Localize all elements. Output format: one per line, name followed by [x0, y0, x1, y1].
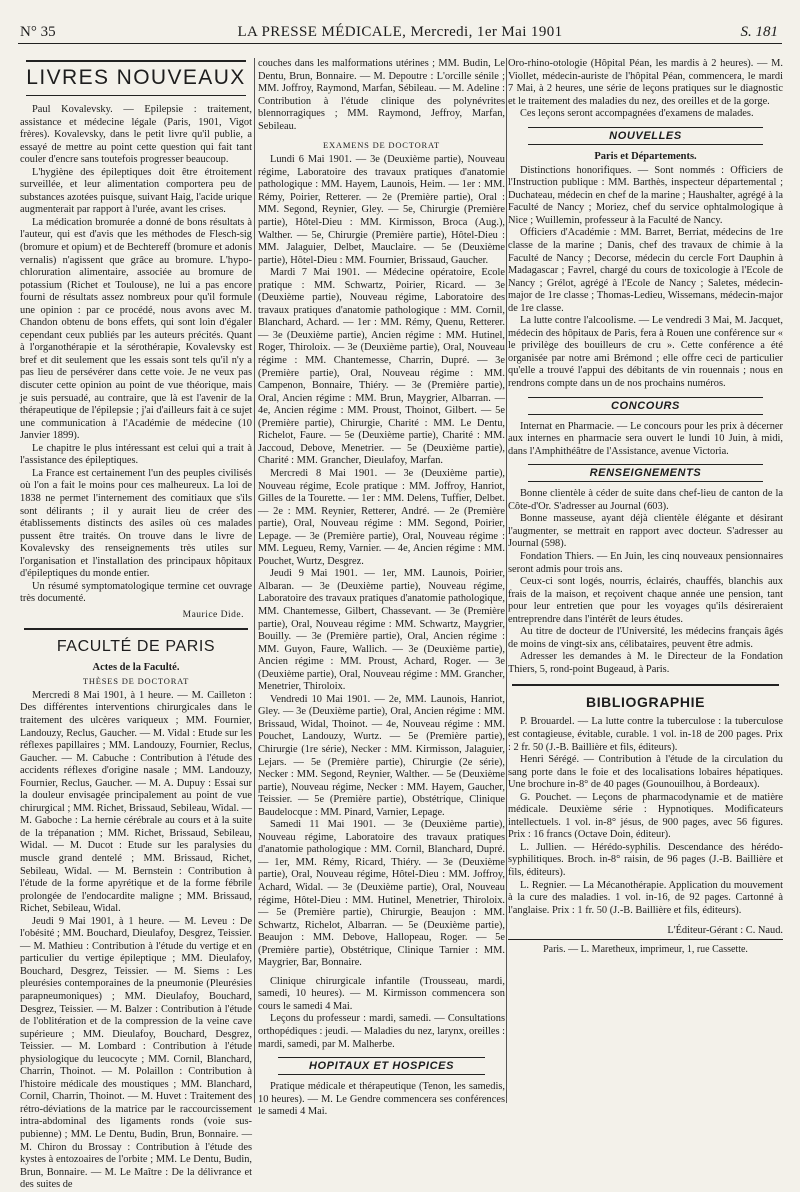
running-header: [18, 22, 782, 44]
theses-continued: couches dans les malformations utérines ; MM. Budin, Le Dentu, Brun, Bonnaire. — M. Depoutre : L'orcille sénile ; MM. Joffroy, Raymond, Marfan, Sébileau. — M. Adeline : Contribution à l'étude clinique des polynévrites blennorragiques ; MM. Raymond, Jeffroy, Marfan, Sebileau.: [258, 58, 505, 132]
news-paragraph: La lutte contre l'alcoolisme. — Le vendredi 3 Mai, M. Jacquet, médecin des hôpitaux de Paris, fera à Rouen une conférence sur « le privilège des bouilleurs de cru ». Cette conférence a été organisée par notre ami Brémond ; elle offre ceci de particulier qu'elle a trouvé l'appui des débitants de vin rouennais ; nous en rendrons compte dans un de nos prochains numéros.: [508, 315, 783, 390]
column-divider: [506, 58, 507, 1103]
editor-line: L'Éditeur-Gérant : C. Naud.: [508, 925, 783, 940]
bibliographie-title: BIBLIOGRAPHIE: [512, 684, 779, 710]
info-paragraph: Bonne masseuse, ayant déjà clientèle élégante et désirant l'augmenter, se mettrait en rapport avec docteur. S'adresser au Journal (598).: [508, 513, 783, 550]
faculte-title: FACULTÉ DE PARIS: [24, 628, 248, 656]
bibliography-entry: L. Regnier. — La Mécanothérapie. Application du mouvement à la cure des maladies. 1 vol. in-16, de 92 pages. Cartonné à l'anglaise. Prix : 1 fr. 50 (J.-B. Baillière et fils, éditeurs).: [508, 879, 783, 916]
review-signature: Maurice Dide.: [182, 609, 244, 620]
pratique-paragraph: Pratique médicale et thérapeutique (Tenon, les samedis, 10 heures). — M. Le Gendre commencera ses conférences le samedi 4 Mai.: [258, 1081, 505, 1118]
info-paragraph: Bonne clientèle à céder de suite dans chef-lieu de canton de la Côte-d'Or. S'adresser au Journal (603).: [508, 488, 783, 512]
paris-departements-heading: Paris et Départements.: [594, 150, 697, 162]
theses-heading: THÈSES DE DOCTORAT: [82, 675, 190, 686]
concours-title: CONCOURS: [528, 397, 763, 415]
news-paragraph: Distinctions honorifiques. — Sont nommés : Officiers de l'Instruction publique : MM. Barthès, inspecteur départemental ; Duchateau, médecin en chef de la marine ; Haushalter, agrégé à la Faculté de Nancy ; Moriez, chef du service ophtalmologique à Nice ; Wuillemin, professeur à la Faculté de Nancy.: [508, 164, 783, 226]
concours-paragraph: Internat en Pharmacie. — Le concours pour les prix à décerner aux internes en pharmacie sera ouvert le lundi 10 Juin, à midi, dans l'Amphithéâtre de l'Assistance, avenue Victoria.: [508, 420, 783, 457]
review-paragraph: La France est certainement l'un des peuples civilisés où l'on a fait le moins pour ces malheureux. La loi de 1838 ne permet l'internement des comitiaux que s'ils sont délirants ; il y aurait lieu de créer des établissements distincts des asiles où ces malades pussent être traités. On trouve dans le livre de Kovalevsky des renseignements très utiles sur l'organisation et l'installation des principaux hôpitaux d'épileptiques du monde entier.: [20, 467, 252, 580]
renseignements-title: RENSEIGNEMENTS: [528, 464, 763, 482]
oro-paragraph: Ces leçons seront accompagnées d'examens de malades.: [520, 108, 754, 120]
review-paragraph: Un résumé symptomatologique termine cet ouvrage très documenté.: [20, 580, 252, 605]
exam-day-paragraph: Lundi 6 Mai 1901. — 3e (Deuxième partie), Nouveau régime, Laboratoire des travaux pratiques d'anatomie pathologique : MM. Hayem, Launois, Heim. — 1er : MM. Rémy, Poirier, Retterer. — 2e (Première partie), Oral : MM. Segond, Reynier, Gley. — 5e, Chirurgie (Première partie), Hôtel-Dieu : MM. Kirmisson, Broca (Aug.), Walther. — 5e, Chirurgie (Première partie), Hôtel-Dieu : MM. Jalaguier, Delbet, Mauclaire. — 5e (Deuxième partie), Hôtel-Dieu : MM. Fournier, Brissaud, Gaucher.: [258, 154, 505, 266]
exam-day-paragraph: Mercredi 8 Mai 1901. — 3e (Deuxième partie), Nouveau régime, Ecole pratique : MM. Joffroy, Hanriot, Gilles de la Tourette. — 1er : MM. Delens, Tuffier, Delbet. — 2e : MM. Reynier, Retterer, André. — 2e (Première partie), Oral, Nouveau régime : MM. Segond, Poirier, Lepage. — 3e (Première partie), Oral, Nouveau régime : MM. Legueu, Remy, Varnier. — 4e, Ancien régime : MM. Pouchet, Wurtz, Desgrez.: [258, 467, 505, 567]
column-divider: [254, 58, 255, 1103]
review-paragraph: Le chapitre le plus intéressant est celui qui a trait à l'assistance des épileptiques.: [20, 442, 252, 467]
column-left: [20, 58, 252, 1191]
exam-day-paragraph: Mardi 7 Mai 1901. — Médecine opératoire, Ecole pratique : MM. Schwartz, Poirier, Ricard. — 3e (Deuxième partie), Nouveau régime, Laboratoire des travaux pratiques d'anatomie pathologique : MM. Cornil, Blanchard, Achard. — 1er : MM. Rémy, Quenu, Retterer. — 3e (Deuxième partie), Ancien régime : MM. Hutinel, Roger, Thiroloix. — 3e (Deuxième partie), Oral, Nouveau régime : MM. Chantemesse, Charrin, Dupré. — 3e (Première partie), Oral, Nouveau régime : MM. Campenon, Bonnaire, Thiéry. — 3e (Première partie), Oral, Ancien régime : MM. Brun, Maygrier, Albarran. — 4e, Ancien régime : MM. Proust, Thoinot, Gilbert. — 5e (Première partie), Chirurgie, Charité : MM. Le Dentu, Richelot, Faure. — 5e (Deuxième partie), Charité : MM. Jaccoud, Debove, Menetrier. — 5e (Deuxième partie), Charité : MM. Grancher, Dieulafoy, Marfan.: [258, 267, 505, 467]
actes-heading: Actes de la Faculté.: [92, 661, 180, 673]
info-paragraph: Au titre de docteur de l'Université, les médecins français âgés de moins de vingt-six ans, célibataires, peuvent être admis.: [508, 626, 783, 650]
theses-paragraph: Mercredi 8 Mai 1901, à 1 heure. — M. Cailleton : Des différentes interventions chirurgicales dans le traitement des ulcères variqueux ; MM. Fournier, Landouzy, Reclus, Gaucher. — M. Vidal : Etude sur les réflexes papillaires ; MM. Landouzy, Fournier, Reclus, Gaucher. — M. Cabuche : Contribution à l'étude des accidents réflexes d'origine nasale ; MM. Landouzy, Fournier, Reclus, Gaucher. — M. A. Dupuy : Essai sur la douleur envisagée principalement au point de vue chirurgical ; MM. Richet, Brissaud, Sebileau, Widal. — M. Gaboche : La hernie cérébrale au cours et à la suite de la trépanation ; MM. Richet, Brissaud, Sebileau, Widal. — M. Ducot : Etude sur les paralysies du muscle grand dentelé ; MM. Brissaud, Richet, Sebileau, Widal. — M. Bernstein : Contribution à l'étude de la forme apyrétique et de la forme fébrile prolongée de l'endocardite maligne ; MM. Brissaud, Richet, Sebileau, Widal.: [20, 689, 252, 915]
review-paragraph: L'hygiène des épileptiques doit être étroitement surveillée, et leur alimentation comportera peu de substances azotées puisque, suivant Haig, l'acide urique augmenterait par rapport à l'urée, avant les crises.: [20, 166, 252, 216]
column-right: [508, 58, 783, 1103]
news-paragraph: Officiers d'Académie : MM. Barret, Berriat, médecins de 1re classe de la marine ; Danis, chef des travaux de chimie à la Faculté de Nancy ; Decorse, médecin du cercle Fort Dauphin à Madagascar ; Favrel, chargé du cours de toxicologie à l'Ecole de Nancy ; Grélot, agrégé à l'Ecole de Nancy ; Saletes, médecin-major de 1re classe ; Thomas-Ledieu, Wissemans, médecin-major de 1re classe.: [508, 227, 783, 314]
column-middle: [258, 58, 506, 1118]
journal-title: LA PRESSE MÉDICALE, Mercredi, 1er Mai 1901: [237, 24, 563, 40]
bibliography-entry: L. Jullien. — Hérédo-syphilis. Descendance des hérédo-syphilitiques. Broch. in-8° raisin, de 96 pages (J.-B. Baillière et fils, éditeurs).: [508, 841, 783, 878]
nouvelles-title: NOUVELLES: [528, 127, 763, 145]
examens-heading: EXAMENS DE DOCTORAT: [322, 140, 441, 151]
bibliography-entry: G. Pouchet. — Leçons de pharmacodynamie et de matière médicale. Deuxième série : Hypnotiques. Modificateurs intellectuels. 1 vol. in-8° jésus, de 900 pages, avec 56 figures. Prix : 16 francs (Octave Doin, éditeur).: [508, 791, 783, 841]
review-paragraph: Paul Kovalevsky. — Epilepsie : traitement, assistance et médecine légale (Paris, 1901, Vigot frères). Kovalevsky, dans le petit livre qu'il publie, a essayé de mettre au point cette question qui fait tant couler d'encre sans toutefois progresser beaucoup.: [20, 104, 252, 166]
clinique-paragraph: Clinique chirurgicale infantile (Trousseau, mardi, samedi, 10 heures). — M. Kirmisson commencera son cours le samedi 4 Mai.: [258, 975, 505, 1012]
review-paragraph: La médication bromurée a donné de bons résultats à l'auteur, qui est d'avis que les méthodes de Flesch-sig (bromure et opium) et de Bechtereff (bromure et adonis vernalis) n'agissent que grâce au bromure. L'hypo-chloruration alimentaire, associée au bromure de potassium (Richet et Toulouse), ne lui a pas encore fourni de résultats assez nombreux pour qu'il formule une opinion : par ce procédé, nous avons avec M. Chandon obtenu de bons effets, qui sont loin d'égaler cependant ceux publiés par les auteurs précités. Quant à l'organothérapie et la sérothérapie, Kovalevsky est bref et dit seulement que les essais sont tels qu'il n'y a pas lieu de persévérer dans cette voie. Je ne veux pas discuter cette opinion au point de vue théorique, mais je suis persuadé, au contraire, que là est l'avenir de la thérapeutique de l'épilepsie ; j'ai d'ailleurs fait à ce sujet une communication à l'Académie de médecine (10 Janvier 1899).: [20, 216, 252, 442]
oro-paragraph: Oro-rhino-otologie (Hôpital Péan, les mardis à 2 heures). — M. Viollet, médecin-auriste de l'hôpital Péan, commencera, le mardi 7 Mai, à 2 heures, une série de leçons pratiques sur le diagnostic et le traitement des maladies du nez, des oreilles et de la gorge.: [508, 58, 783, 107]
theses-paragraph: Jeudi 9 Mai 1901, à 1 heure. — M. Leveu : De l'obésité ; MM. Bouchard, Dieulafoy, Desgrez, Teissier. — M. Mathieu : Contribution à l'étude du vertige et en particulier du vertige épileptique ; MM. Dieulafoy, Bouchard, Desgrez, Teissier. — M. Siems : Les pleurésies contemporaines de la pneumonie (Pleurésies parapneumoniques) ; MM. Dieulafoy, Bouchard, Desgrez, Teissier. — M. Balzer : Contribution à l'étude de l'oblitération et de la compression de la veine cave supérieure ; MM. Dieulafoy, Bouchard, Desgrez, Teissier. — M. Lombard : Contribution à l'étude physiologique du leucocyte ; MM. Cornil, Blanchard, Charrin, Thoinot. — M. Polaillon : Contribution à l'histoire médicale des moustiques ; MM. Blanchard, Cornil, Charrin, Thoinot. — M. Huvet : Traitement des rétro-déviations de la matrice par le raccourcissement intra-abdominal des ligaments ronds (voie sus-pubienne) ; MM. Le Dentu, Budin, Brun, Bonnaire. — M. Chiron du Brossay : Contribution à l'étude des kystes à entozoaires de l'orbite ; MM. Le Dentu, Budin, Brun, Bonnaire. — M. Le Maître : De la délivrance et des suites de: [20, 915, 252, 1191]
exam-day-paragraph: Samedi 11 Mai 1901. — 3e (Deuxième partie), Nouveau régime, Laboratoire des travaux pratiques d'anatomie pathologique : MM. Cornil, Blanchard, Dupré. — 1er, MM. Rémy, Ricard, Thiéry. — 3e (Deuxième partie), Oral, Nouveau régime, Hôtel-Dieu : MM. Joffroy, Achard, Widal. — 3e (Deuxième partie), Oral, Nouveau régime, Hôtel-Dieu : MM. Hutinel, Menetrier, Thiroloix. — 5e (Première partie), Chirurgie, Beaujon : MM. Schwartz, Richelot, Albarran. — 5e (Deuxième partie), Beaujon : MM. Debove, Hallopeau, Roger. — 5e (Première partie), Obstétrique, Clinique Tarnier : MM. Maygrier, Bar, Bonnaire.: [258, 819, 505, 969]
issue-number: N° 35: [20, 24, 56, 40]
bibliography-entry: P. Brouardel. — La lutte contre la tuberculose : la tuberculose est contagieuse, évitable, curable. 1 vol. in-18 de 200 pages. Prix : 2 fr. 50 (J.-B. Baillière et fils, éditeurs).: [508, 716, 783, 753]
exam-day-paragraph: Vendredi 10 Mai 1901. — 2e, MM. Launois, Hanriot, Gley. — 3e (Deuxième partie), Oral, Ancien régime : MM. Brissaud, Widal, Thoinot. — 4e, Nouveau régime : MM. Pouchet, Landouzy, Wurtz. — 5e (Première partie), Chirurgie (1re série), Necker : MM. Kirmisson, Jalaguier, Lejars. — 5e (Première partie), Chirurgie (2e série), Necker : MM. Segond, Reynier, Walther. — 5e (Deuxième partie), Nouveau régime, Necker : MM. Hayem, Gaucher, Teissier. — 5e (Première partie), Obstétrique, Clinique Baudelocque : MM. Pinard, Varnier, Lepage.: [258, 693, 505, 818]
livres-nouveaux-title: LIVRES NOUVEAUX: [26, 60, 246, 96]
lecons-paragraph: Leçons du professeur : mardi, samedi. — Consultations orthopédiques : jeudi. — Maladies du nez, larynx, oreilles : mardi, samedi, par M. Malherbe.: [258, 1013, 506, 1050]
page-number: S. 181: [740, 24, 778, 40]
bibliography-entry: Henri Sérégé. — Contribution à l'étude de la circulation du sang porte dans le foie et des localisations lobaires hépatiques. Une brochure in-8° de 40 pages (Gounouilhou, à Bordeaux).: [508, 754, 783, 791]
info-paragraph: Ceux-ci sont logés, nourris, éclairés, chauffés, blanchis aux frais de la maison, et reçoivent chaque année une pension, tant pour leur entretien que pour les voyages qu'ils désireraient entreprendre dans l'intérêt de leurs études.: [508, 576, 783, 625]
printer-line: Paris. — L. Maretheux, imprimeur, 1, rue Cassette.: [543, 944, 748, 956]
hopitaux-title: HOPITAUX ET HOSPICES: [278, 1057, 485, 1075]
info-paragraph: Adresser les demandes à M. le Directeur de la Fondation Thiers, 5, rond-point Bugeaud, à Paris.: [508, 651, 783, 675]
exam-day-paragraph: Jeudi 9 Mai 1901. — 1er, MM. Launois, Poirier, Albaran. — 3e (Deuxième partie), Nouveau régime, Laboratoire des travaux pratiques d'anatomie pathologique, MM. Chantemesse, Gilbert, Chassevant. — 3e (Première partie), Oral, Nouveau régime : MM. Schwartz, Maygrier, Bouilly. — 3e (Première partie), Oral, Ancien régime : MM. Guyon, Faure, Wallich. — 3e (Deuxième partie), Ancien régime : MM. Proust, Achard, Roger. — 3e (Deuxième partie), Oral, Nouveau régime : MM. Grancher, Menetrier, Thiroloix.: [258, 568, 505, 693]
info-paragraph: Fondation Thiers. — En Juin, les cinq nouveaux pensionnaires seront admis pour trois ans.: [508, 550, 783, 575]
